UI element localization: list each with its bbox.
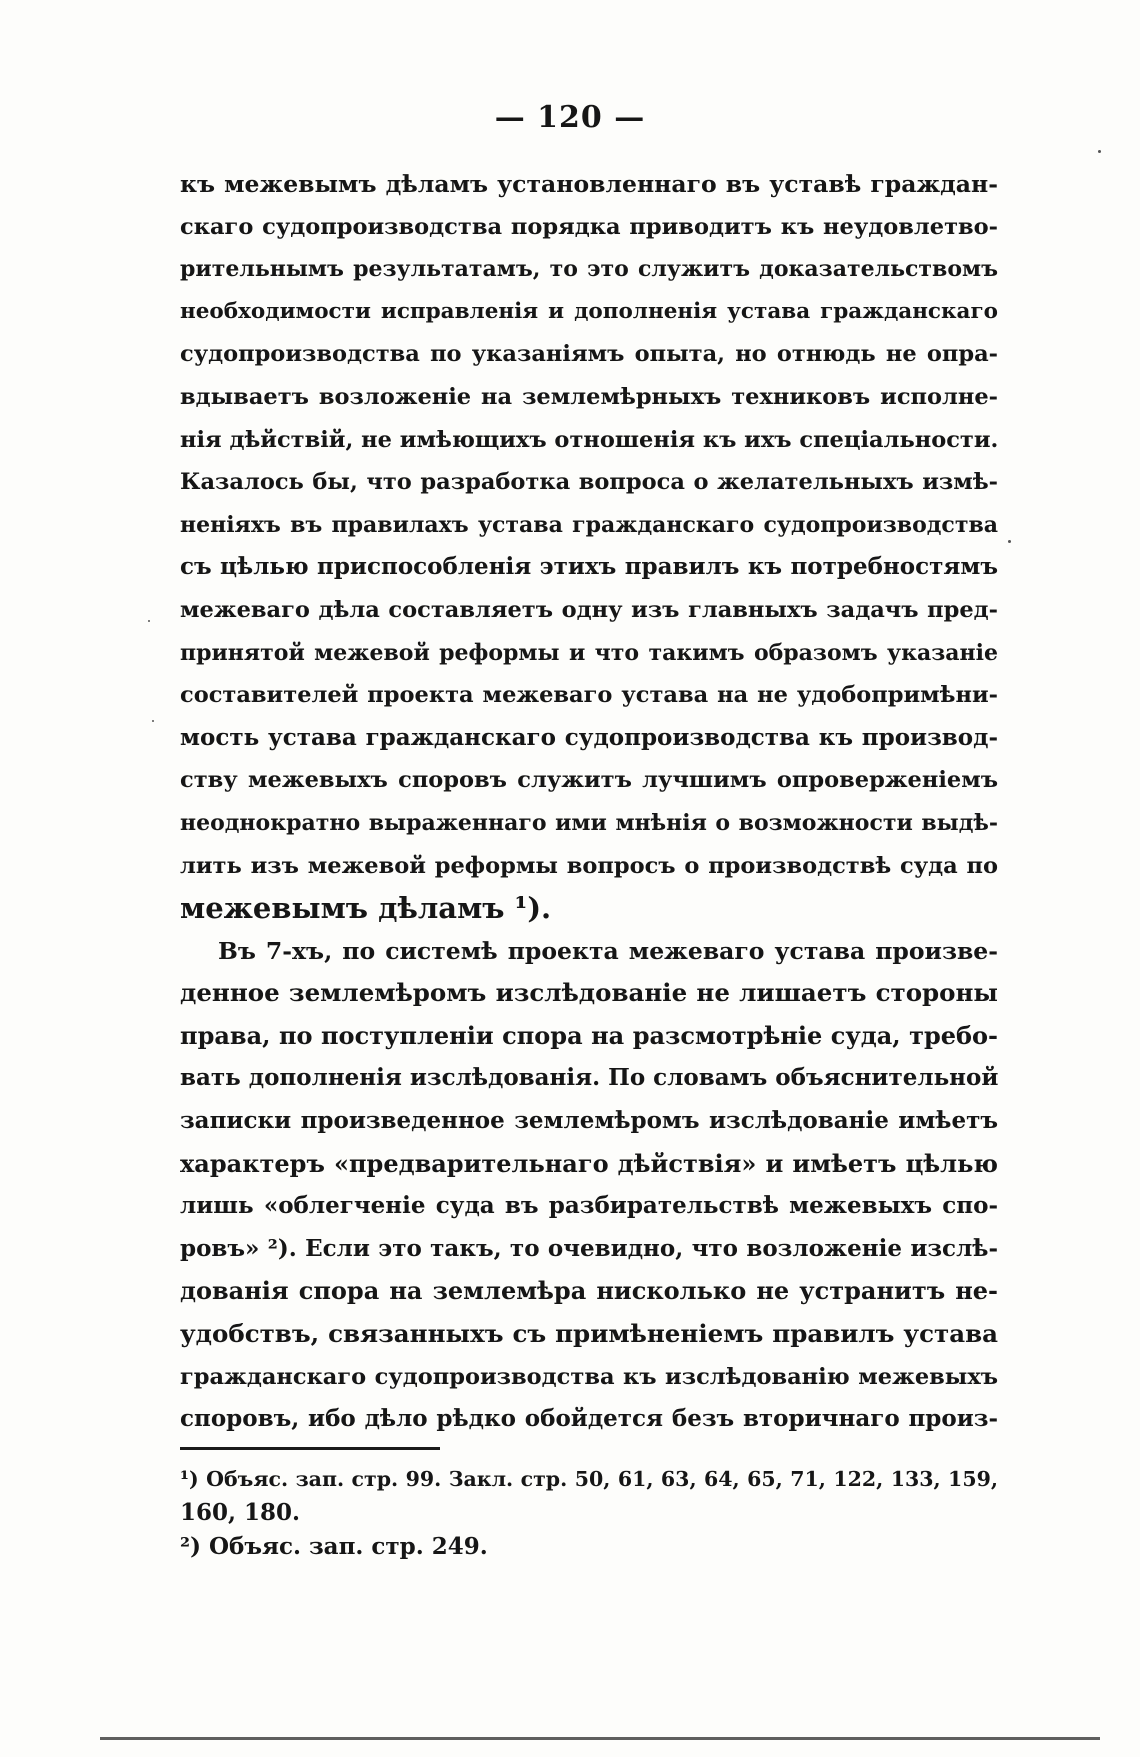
scan-speck (152, 720, 154, 722)
page-number: — 120 — (494, 100, 646, 135)
body-text (180, 163, 998, 1441)
footnote-1-continued: 160, 180. (180, 1499, 301, 1526)
text-line: ровъ» ²). Если это такъ, то очевидно, что возложеніе изслѣ- (180, 1234, 998, 1262)
scan-speck (1098, 150, 1101, 153)
text-line-paragraph-end: межевымъ дѣламъ ¹). (180, 891, 552, 926)
text-line: удобствъ, связанныхъ съ примѣненіемъ правилъ устава (180, 1319, 998, 1349)
scan-speck (1008, 540, 1011, 543)
scan-speck (148, 620, 150, 622)
footnote-separator (180, 1447, 440, 1450)
text-line: споровъ, ибо дѣло рѣдко обойдется безъ вторичнаго произ- (180, 1405, 998, 1433)
text-line: съ цѣлью приспособленія этихъ правилъ къ потребностямъ (180, 553, 998, 581)
text-line: рительнымъ результатамъ, то это служитъ доказательствомъ (180, 256, 998, 283)
text-line-paragraph-start: Въ 7-хъ, по системѣ проекта межеваго устава произве- (218, 936, 998, 965)
text-line: нія дѣйствій, не имѣющихъ отношенія къ ихъ спеціальности. (180, 426, 998, 453)
footnote-2: ²) Объяс. зап. стр. 249. (180, 1533, 488, 1560)
text-line: принятой межевой реформы и что такимъ образомъ указаніе (180, 639, 998, 666)
text-line: мость устава гражданскаго судопроизводства къ производ- (180, 723, 998, 751)
text-line: къ межевымъ дѣламъ установленнаго въ уставѣ граждан- (180, 170, 998, 198)
text-line: необходимости исправленія и дополненія устава гражданскаго (180, 298, 998, 324)
text-line: вдываетъ возложеніе на землемѣрныхъ техниковъ исполне- (180, 383, 998, 410)
text-line: ству межевыхъ споровъ служитъ лучшимъ опроверженіемъ (180, 767, 998, 794)
text-line: неоднократно выраженнаго ими мнѣнія о возможности выдѣ- (180, 809, 998, 836)
text-line: судопроизводства по указаніямъ опыта, но отнюдь не опра- (180, 341, 998, 368)
text-line: межеваго дѣла составляетъ одну изъ главныхъ задачъ пред- (180, 596, 998, 623)
text-line: Казалось бы, что разработка вопроса о желательныхъ измѣ- (180, 469, 998, 496)
text-line: неніяхъ въ правилахъ устава гражданскаго судопроизводства (180, 511, 998, 538)
text-line: гражданскаго судопроизводства къ изслѣдованію межевыхъ (180, 1363, 998, 1390)
text-line: вать дополненія изслѣдованія. По словамъ объяснительной (180, 1064, 998, 1092)
text-line: денное землемѣромъ изслѣдованіе не лишаетъ стороны (180, 978, 998, 1008)
text-line: составителей проекта межеваго устава на не удобопримѣни- (180, 682, 998, 709)
text-line: характеръ «предварительнаго дѣйствія» и имѣетъ цѣлью (180, 1148, 998, 1178)
text-line: скаго судопроизводства порядка приводитъ къ неудовлетво- (180, 213, 998, 240)
text-line: лить изъ межевой реформы вопросъ о производствѣ суда по (180, 852, 998, 879)
text-line: лишь «облегченіе суда въ разбирательствѣ межевыхъ спо- (180, 1192, 998, 1220)
text-line: записки произведенное землемѣромъ изслѣдованіе имѣетъ (180, 1107, 998, 1135)
footnote-1: ¹) Объяс. зап. стр. 99. Закл. стр. 50, 61, 63, 64, 65, 71, 122, 133, 159, (180, 1467, 998, 1491)
footnotes (180, 1462, 998, 1564)
text-line: права, по поступленіи спора на разсмотрѣніе суда, требо- (180, 1020, 998, 1050)
page-bottom-edge (100, 1737, 1100, 1740)
text-line: дованія спора на землемѣра нисколько не устранитъ не- (180, 1276, 998, 1306)
